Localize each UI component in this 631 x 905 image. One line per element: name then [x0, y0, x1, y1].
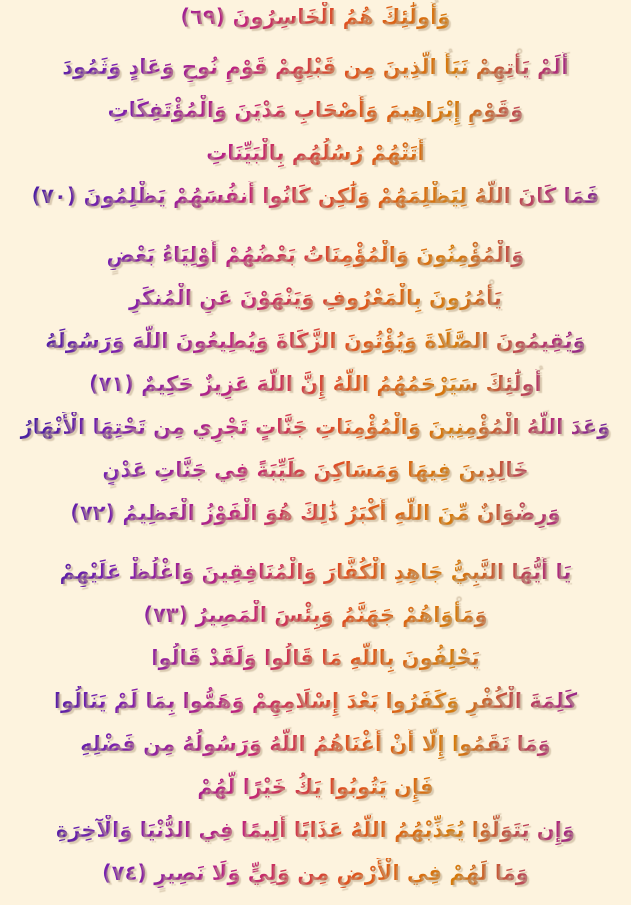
verse-line: خَالِدِينَ فِيهَا وَمَسَاكِنَ طَيِّبَةً فِي جَنَّاتِ عَدْنٍ: [0, 455, 631, 485]
verse-line: وَيُقِيمُونَ الصَّلَاةَ وَيُؤْتُونَ الزَّكَاةَ وَيُطِيعُونَ اللَّهَ وَرَسُولَهُ: [0, 326, 631, 356]
verse-line: أَتَتْهُمْ رُسُلُهُم بِالْبَيِّنَاتِ: [0, 138, 631, 168]
verse-line: وَمَا نَقَمُوا إِلَّا أَنْ أَغْنَاهُمُ اللَّهُ وَرَسُولُهُ مِن فَضْلِهِ: [0, 729, 631, 759]
verse-line: أُولَٰئِكَ سَيَرْحَمُهُمُ اللَّهُ إِنَّ اللَّهَ عَزِيزٌ حَكِيمٌ (٧١): [0, 369, 631, 399]
verse-line: يَحْلِفُونَ بِاللَّهِ مَا قَالُوا وَلَقَدْ قَالُوا: [0, 643, 631, 673]
verse-line: فَإِن يَتُوبُوا يَكُ خَيْرًا لَّهُمْ: [0, 772, 631, 802]
verse-line: وَرِضْوَانٌ مِّنَ اللَّهِ أَكْبَرُ ذَٰلِكَ هُوَ الْفَوْزُ الْعَظِيمُ (٧٢): [0, 498, 631, 528]
verse-line: أَلَمْ يَأْتِهِمْ نَبَأُ الَّذِينَ مِن قَبْلِهِمْ قَوْمِ نُوحٍ وَعَادٍ وَثَمُودَ: [0, 52, 631, 82]
verse-line: وَقَوْمِ إِبْرَاهِيمَ وَأَصْحَابِ مَدْيَنَ وَالْمُؤْتَفِكَاتِ: [0, 95, 631, 125]
verse-line: يَا أَيُّهَا النَّبِيُّ جَاهِدِ الْكُفَّارَ وَالْمُنَافِقِينَ وَاغْلُظْ عَلَيْهِمْ: [0, 557, 631, 587]
verse-line: فَمَا كَانَ اللَّهُ لِيَظْلِمَهُمْ وَلَٰكِن كَانُوا أَنفُسَهُمْ يَظْلِمُونَ (٧٠): [0, 181, 631, 211]
verse-line: وَمَا لَهُمْ فِي الْأَرْضِ مِن وَلِيٍّ وَلَا نَصِيرٍ (٧٤): [0, 858, 631, 888]
verse-line: وَأُولَٰئِكَ هُمُ الْخَاسِرُونَ (٦٩): [0, 2, 631, 32]
verse-line: كَلِمَةَ الْكُفْرِ وَكَفَرُوا بَعْدَ إِسْلَامِهِمْ وَهَمُّوا بِمَا لَمْ يَنَالُوا: [0, 686, 631, 716]
verse-line: يَأْمُرُونَ بِالْمَعْرُوفِ وَيَنْهَوْنَ عَنِ الْمُنكَرِ: [0, 283, 631, 313]
verse-line: وَمَأْوَاهُمْ جَهَنَّمُ وَبِئْسَ الْمَصِيرُ (٧٣): [0, 600, 631, 630]
verse-line: وَعَدَ اللَّهُ الْمُؤْمِنِينَ وَالْمُؤْمِنَاتِ جَنَّاتٍ تَجْرِي مِن تَحْتِهَا الْأَنْهَارُ: [0, 412, 631, 442]
verse-line: وَإِن يَتَوَلَّوْا يُعَذِّبْهُمُ اللَّهُ عَذَابًا أَلِيمًا فِي الدُّنْيَا وَالْآخِرَةِ: [0, 815, 631, 845]
verse-line: وَالْمُؤْمِنُونَ وَالْمُؤْمِنَاتُ بَعْضُهُمْ أَوْلِيَاءُ بَعْضٍ: [0, 240, 631, 270]
